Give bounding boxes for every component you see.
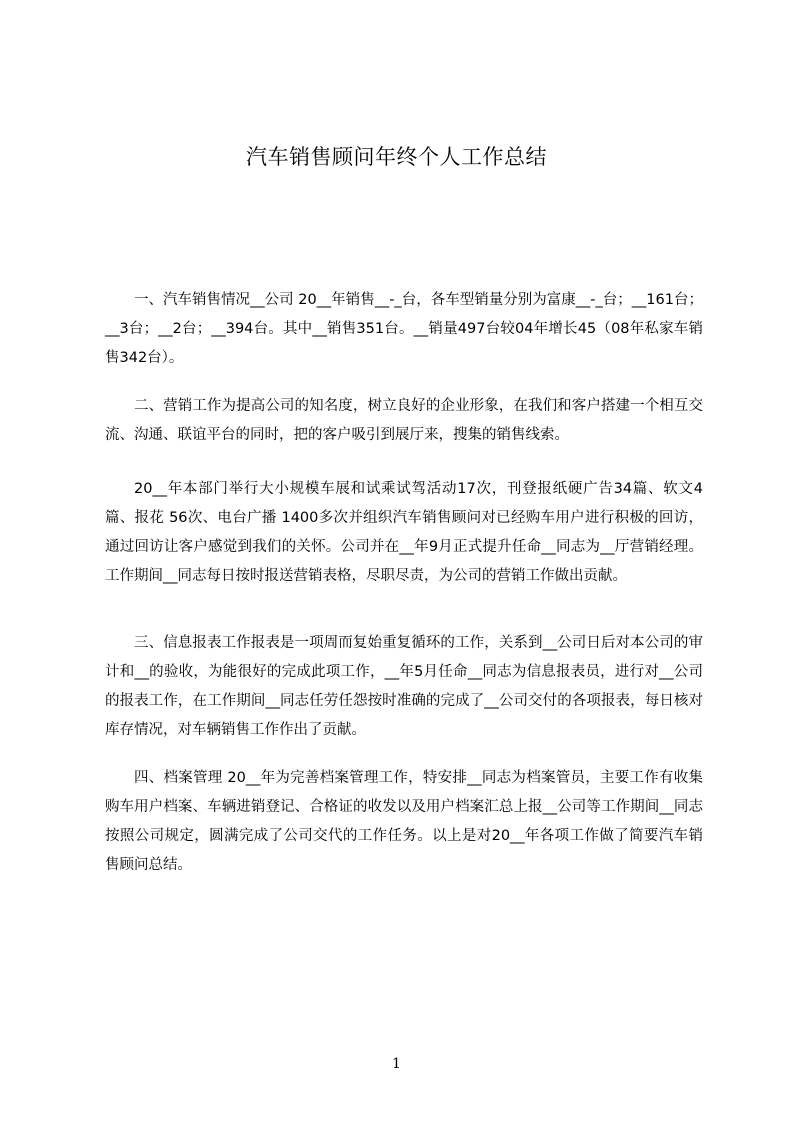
paragraph-marketing: 二、营销工作为提高公司的知名度，树立良好的企业形象，在我们和客户搭建一个相互交流、沟通、联谊平台的同时，把的客户吸引到展厅来，搜集的销售线索。 [105,398,703,443]
paragraph-archives: 四、档案管理 20__年为完善档案管理工作，特安排__同志为档案管员，主要工作有收集购车用户档案、车辆进销登记、合格证的收发以及用户档案汇总上报__公司等工作期间__同志按照公司规定，圆满完成了公司交代的工作任务。以上是对20__年各项工作做了简要汽车销售顾问总结。 [105,770,703,873]
page-number: 1 [392,1056,401,1072]
paragraph-reports: 三、信息报表工作报表是一项周而复始重复循环的工作，关系到__公司日后对本公司的审计和__的验收，为能很好的完成此项工作，__年5月任命__同志为信息报表员，进行对__公司的报表工作，在工作期间__同志任劳任怨按时准确的完成了__公司交付的各项报表，每日核对库存情况，对车辆销售工作作出了贡献。 [105,635,703,738]
paragraph-events: 20__年本部门举行大小规模车展和试乘试驾活动17次，刊登报纸硬广告34篇、软文4篇、报花 56次、电台广播 1400多次并组织汽车销售顾问对已经购车用户进行积极的回访，通过回访让客户感觉到我们的关怀。公司并在__年9月正式提升任命__同志为__厅营销经理。工作期间__同志每日按时报送营销表格，尽职尽责，为公司的营销工作做出贡献。 [105,481,703,584]
paragraph-sales-situation: 一、汽车销售情况__公司 20__年销售__-_台，各车型销量分别为富康__-_台；__161台；__3台；__2台；__394台。其中__销售351台。__销量497台较04年增长45（08年私家车销售342台）。 [105,292,703,366]
page-title: 汽车销售顾问年终个人工作总结 [246,145,547,169]
